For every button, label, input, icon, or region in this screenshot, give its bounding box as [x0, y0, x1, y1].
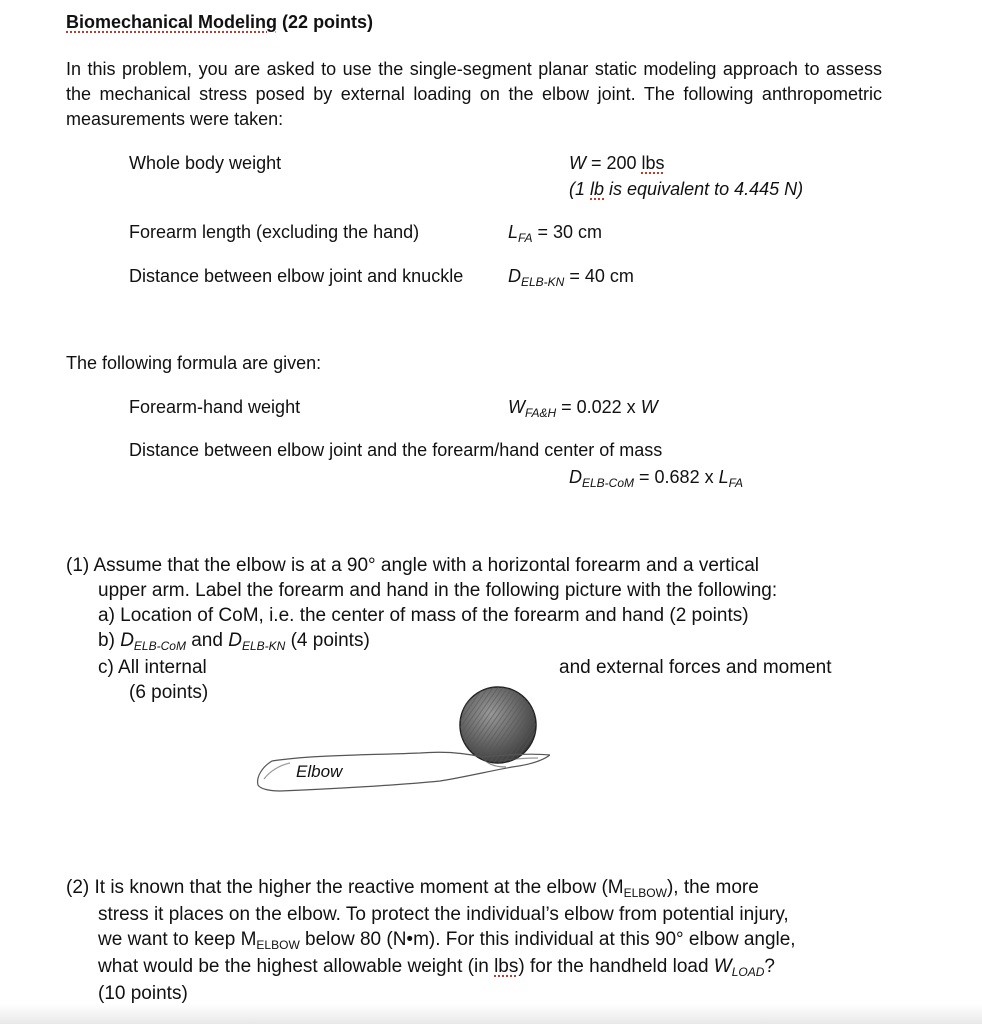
q2-l3-b: below 80 (N•m). For this individual at this 90° elbow angle,	[299, 929, 796, 950]
q2-l3-a: we want to keep M	[98, 929, 257, 950]
com-distance-label: Distance between elbow joint and the forearm/hand center of mass	[129, 440, 663, 460]
intro-paragraph: In this problem, you are asked to use the single-segment planar static modeling approach to assess the mechanical stress posed by external loading on the elbow joint. The following anthropometric measurements were taken:	[66, 59, 882, 129]
q2-l3-sub: ELBOW	[256, 938, 300, 952]
ball-icon	[460, 687, 536, 763]
com-distance-formula	[569, 467, 743, 488]
q1-b-points: (4 points)	[285, 630, 370, 651]
q1-b-and: and	[185, 630, 229, 651]
forearm-symbol: L	[508, 222, 519, 242]
q2-line4	[66, 954, 882, 981]
q1-line2: upper arm. Label the forearm and hand in the following picture with the following:	[98, 580, 778, 601]
page-title	[66, 12, 373, 33]
q2-l4-q: ?	[764, 956, 775, 977]
com-l-subscript: FA	[728, 476, 744, 490]
body-weight-symbol: W	[569, 153, 586, 173]
title-text: Biomechanical Modeling	[66, 12, 278, 32]
forearm-hand-weight-formula	[508, 397, 658, 418]
q1-b-d1: D	[120, 630, 134, 651]
knuckle-distance-label: Distance between elbow joint and knuckle	[129, 266, 464, 286]
q2-l4-wsub: LOAD	[731, 965, 765, 979]
q1-b-d1-sub: ELB-CoM	[133, 639, 186, 653]
forearm-figure	[250, 685, 550, 805]
fh-subscript: FA&H	[525, 406, 557, 420]
knuckle-symbol: D	[508, 266, 521, 286]
q1-b-d2: D	[228, 630, 242, 651]
q2-l1-sub: ELBOW	[623, 886, 667, 900]
q1-line1: (1) Assume that the elbow is at a 90° angle with a horizontal forearm and a vertical	[66, 555, 760, 576]
q2-l1-a: (2) It is known that the higher the reactive moment at the elbow (M	[66, 877, 624, 898]
body-weight-unit: lbs	[641, 153, 665, 173]
body-weight-number: = 200	[586, 153, 642, 173]
com-subscript: ELB-CoM	[582, 476, 635, 490]
forearm-hand-weight-label: Forearm-hand weight	[129, 397, 301, 417]
elbow-label: Elbow	[296, 762, 343, 781]
q2-l4-lbs: lbs	[494, 956, 519, 977]
conversion-note	[569, 179, 803, 200]
knuckle-number: = 40 cm	[564, 266, 634, 286]
q2-line1	[66, 875, 882, 902]
q1-item-c	[66, 655, 882, 680]
knuckle-subscript: ELB-KN	[521, 275, 565, 289]
formula-heading: The following formula are given:	[66, 353, 322, 373]
forearm-length-label: Forearm length (excluding the hand)	[129, 222, 420, 242]
q2-line5: (10 points)	[98, 983, 188, 1004]
conversion-pre: (1	[569, 179, 591, 199]
com-symbol: D	[569, 467, 582, 487]
fh-symbol: W	[508, 397, 525, 417]
page-bottom-edge	[0, 1004, 982, 1024]
q1-c-right: and external forces and moment	[559, 657, 832, 678]
conversion-post: is equivalent to 4.445 N)	[604, 179, 804, 199]
forearm-length-value	[508, 222, 602, 243]
body-weight-value	[569, 153, 665, 174]
question-2	[66, 875, 882, 1006]
body-weight-label: Whole body weight	[129, 153, 282, 173]
title-points: (22 points)	[277, 12, 374, 32]
q1-c-left: c) All internal	[98, 657, 207, 678]
q1-b-prefix: b)	[98, 630, 121, 651]
q2-l4-w: W	[713, 956, 732, 977]
q1-b-d2-sub: ELB-KN	[241, 639, 286, 653]
fh-w: W	[640, 397, 658, 417]
question-1	[66, 553, 882, 705]
forearm-subscript: FA	[518, 231, 533, 245]
q1-item-a: a) Location of CoM, i.e. the center of mass of the forearm and hand (2 points)	[98, 605, 749, 626]
knuckle-distance-value	[508, 266, 634, 287]
q1-item-b	[66, 628, 882, 655]
q2-l4-b: ) for the handheld load	[518, 956, 714, 977]
q2-l1-b: ), the more	[666, 877, 759, 898]
q2-line2: stress it places on the elbow. To protect the individual’s elbow from potential injury,	[98, 904, 789, 925]
conversion-lb: lb	[590, 179, 605, 199]
q2-l4-a: what would be the highest allowable weight (in	[98, 956, 495, 977]
q1-c-points: (6 points)	[129, 682, 209, 703]
com-equation: = 0.682 x	[634, 467, 719, 487]
fh-equation: = 0.022 x	[556, 397, 641, 417]
forearm-number: = 30 cm	[532, 222, 602, 242]
q2-line3	[66, 927, 882, 954]
com-l: L	[718, 467, 729, 487]
